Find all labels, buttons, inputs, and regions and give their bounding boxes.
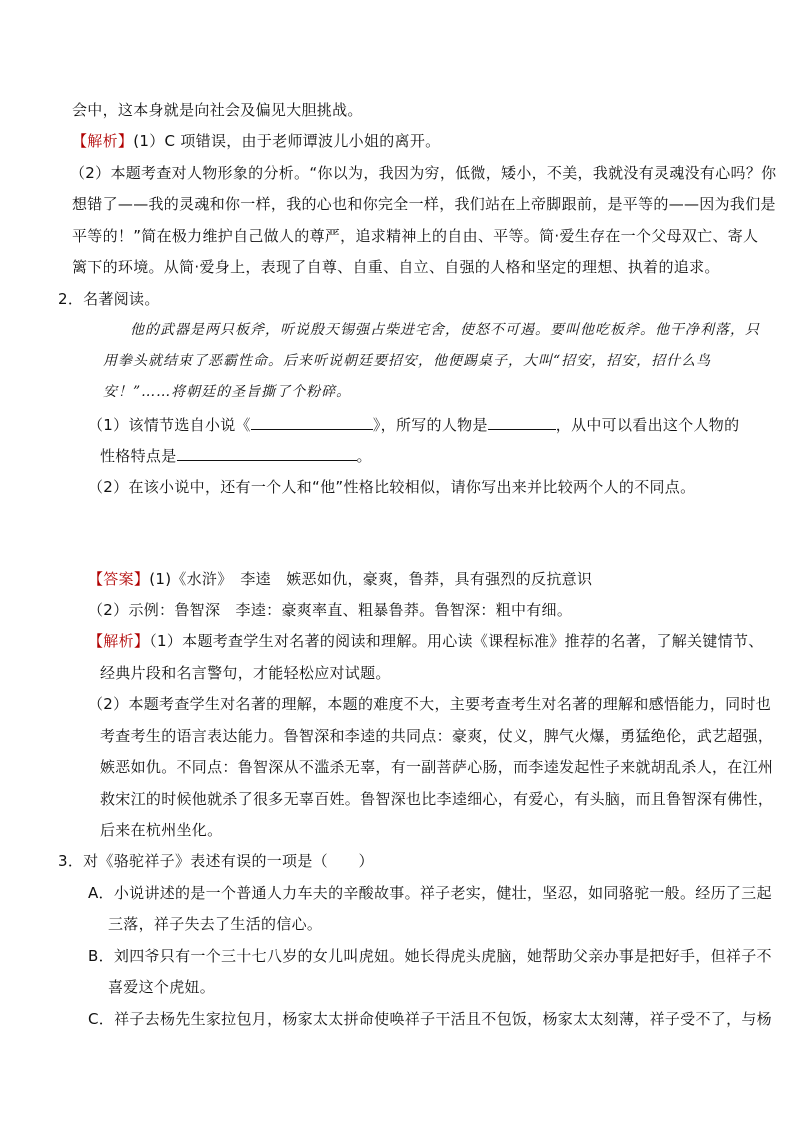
trait-blank[interactable] [177, 445, 357, 461]
q2-sub1-line2 [100, 445, 372, 466]
q2-quote-line2: 用拳头就结束了恶霸性命。后来听说朝廷要招安，他便踢桌子，大叫“招安，招安，招什么鸟 [103, 353, 712, 369]
q1-analysis-part1 [72, 131, 440, 151]
q3-option-a-line1[interactable]: A．小说讲述的是一个普通人力车夫的辛酸故事。祥子老实，健壮，坚忍，如同骆驼一般。经历了三起 [88, 884, 772, 902]
q2-title: 2．名著阅读。 [58, 290, 160, 308]
q2-analysis2-line2: 考查考生的语言表达能力。鲁智深和李逵的共同点：豪爽，仗义，脾气火爆，勇猛绝伦，武艺超强， [100, 727, 774, 745]
q2-analysis2-line4: 救宋江的时候他就杀了很多无辜百姓。鲁智深也比李逵细心，有爱心，有头脑，而且鲁智深有佛性， [100, 790, 774, 808]
q3-option-a-line2: 三落，祥子失去了生活的信心。 [108, 915, 323, 933]
q2-analysis-line2: 经典片段和名言警句，才能轻松应对试题。 [100, 664, 391, 682]
q1-analysis-p2-line3: 平等的！”简在极力维护自己做人的尊严，追求精神上的自由、平等。简·爱生存在一个父母双亡、寄人 [72, 227, 759, 245]
sub1-text-b: 》，所写的人物是 [372, 416, 488, 434]
q2-sub2: （2）在该小说中，还有一个人和“他”性格比较相似，请你写出来并比较两个人的不同点。 [88, 478, 696, 496]
sub1-text-c: ，从中可以看出这个人物的 [555, 416, 740, 434]
q1-analysis-p2-line1: （2）本题考查对人物形象的分析。“你以为，我因为穷，低微，矮小，不美，我就没有灵魂没有心吗？你 [70, 164, 777, 182]
q2-sub1-line1 [88, 414, 739, 435]
q3-option-c-line1[interactable]: C．祥子去杨先生家拉包月，杨家太太拼命使唤祥子干活且不包饭，杨家太太刻薄，祥子受不了，与杨 [88, 1010, 772, 1028]
q2-analysis2-line3: 嫉恶如仇。不同点：鲁智深从不滥杀无辜，有一副菩萨心肠，而李逵发起性子来就胡乱杀人，在江州 [100, 758, 774, 776]
q1-answer-tail: 会中，这本身就是向社会及偏见大胆挑战。 [72, 101, 363, 119]
sub1-text-e: 。 [356, 447, 372, 465]
q2-quote-line1: 他的武器是两只板斧，听说殷天锡强占柴进宅舍，使怒不可遏。要叫他吃板斧。他干净利落，只 [130, 322, 760, 338]
analysis-text-1: （1）本题考查学生对名著的阅读和理解。用心读《课程标准》推荐的名著，了解关键情节、 [149, 632, 764, 650]
q2-analysis2-line5: 后来在杭州坐化。 [100, 821, 223, 839]
q2-answer-line1 [88, 569, 592, 589]
analysis-text: (1）C 项错误，由于老师谭波儿小姐的离开。 [133, 132, 441, 150]
analysis-tag: 【解析】 [72, 132, 134, 150]
sub1-text-a: （1）该情节选自小说《 [88, 416, 251, 434]
sub1-text-d: 性格特点是 [100, 447, 177, 465]
q2-analysis-line1 [88, 631, 764, 651]
q2-quote-line3: 安！”……将朝廷的圣旨撕了个粉碎。 [103, 384, 352, 400]
answer-tag: 【答案】 [88, 570, 150, 588]
q3-option-b-line1[interactable]: B．刘四爷只有一个三十七八岁的女儿叫虎妞。她长得虎头虎脑，她帮助父亲办事是把好手，但祥子不 [88, 947, 772, 965]
q3-title: 3．对《骆驼祥子》表述有误的一项是（ ） [58, 852, 374, 870]
analysis-tag-2: 【解析】 [88, 632, 150, 650]
q1-analysis-p2-line2: 想错了——我的灵魂和你一样，我的心也和你完全一样，我们站在上帝脚跟前，是平等的——因为我们是 [72, 195, 776, 213]
answer-text-1: (1)《水浒》 李逵 嫉恶如仇，豪爽，鲁莽，具有强烈的反抗意识 [149, 570, 593, 588]
novel-title-blank[interactable] [251, 414, 373, 430]
character-blank[interactable] [488, 414, 556, 430]
q1-analysis-p2-line4: 篱下的环境。从简·爱身上，表现了自尊、自重、自立、自强的人格和坚定的理想、执着的追求。 [72, 258, 720, 276]
q2-answer-line2: （2）示例：鲁智深 李逵：豪爽率直、粗暴鲁莽。鲁智深：粗中有细。 [88, 601, 573, 619]
q2-analysis2-line1: （2）本题考查学生对名著的理解，本题的难度不大，主要考查考生对名著的理解和感悟能力，同时也 [88, 695, 772, 713]
q3-option-b-line2: 喜爱这个虎妞。 [108, 978, 216, 996]
